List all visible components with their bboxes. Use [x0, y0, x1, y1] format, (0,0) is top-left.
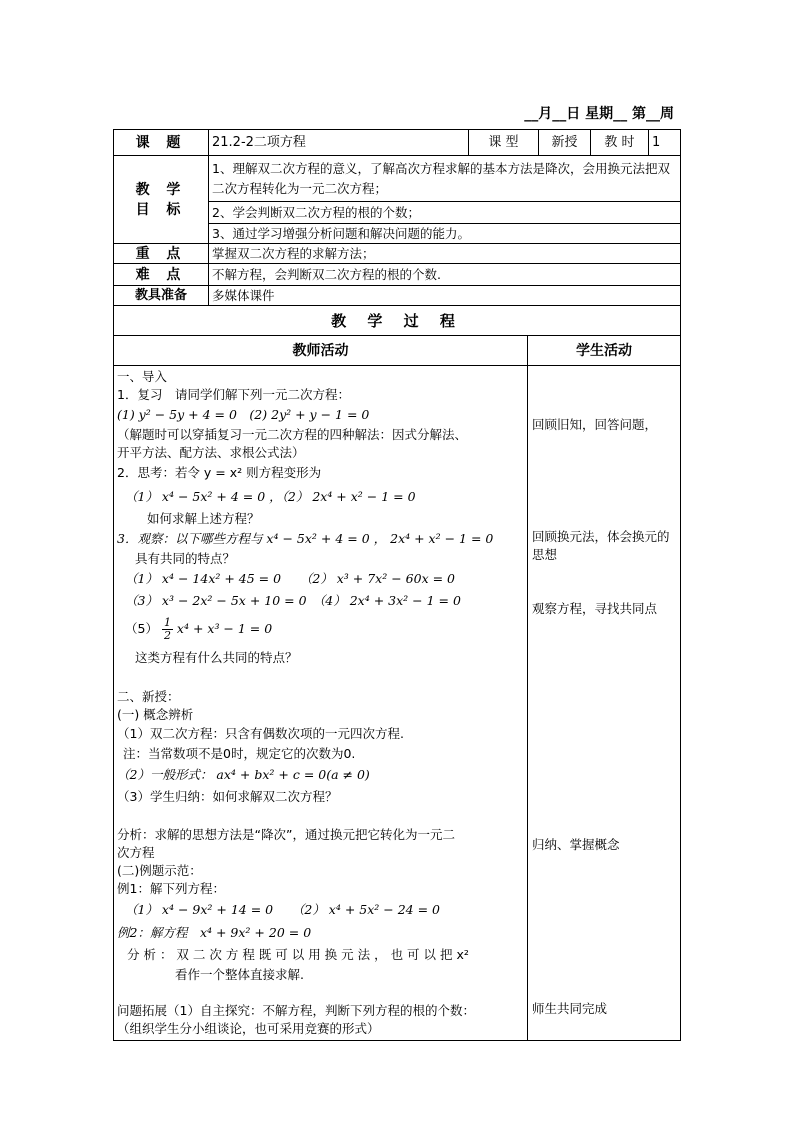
observe-eq-5-text: x⁴ + x³ − 1 = 0: [176, 621, 273, 636]
teacher-activity: [114, 366, 528, 1041]
goal-row-1: [114, 156, 681, 202]
analysis-line-1: 分析：求解的思想方法是“降次”，通过换元把它转化为一元二: [117, 827, 455, 842]
example-2: 例2：解方程 x⁴ + 9x² + 20 = 0: [117, 925, 312, 940]
date-line: [524, 103, 674, 123]
observe-eq-3-4: （3） x³ − 2x² − 5x + 10 = 0 （4） 2x⁴ + 3x² − 1 = 0: [125, 593, 461, 608]
student-note-4: 归纳、掌握概念: [532, 837, 620, 852]
review-line: 1．复习 请同学们解下列一元二次方程：: [117, 387, 350, 402]
tools-row: [114, 286, 681, 306]
date-line-text: __月__日 星期__ 第__周: [524, 106, 674, 122]
concept-definition: （1）双二次方程：只含有偶数次项的一元四次方程.: [117, 726, 404, 741]
observe-eq-5-label: （5）: [125, 621, 158, 636]
teacher-activity-head: 教师活动: [114, 336, 528, 366]
spacer: [117, 984, 524, 1002]
observe-question: 具有共同的特点？: [135, 551, 236, 566]
tools-label: 教具准备: [114, 286, 209, 306]
example-1-title: 例1：解下列方程：: [117, 881, 225, 896]
process-title-row: [114, 306, 681, 336]
hours-value: 1: [649, 130, 681, 156]
key-row: [114, 244, 681, 264]
example-heading: (二)例题示范：: [117, 863, 202, 878]
review-equations: (1) y² − 5y + 4 = 0 (2) 2y² + y − 1 = 0: [117, 407, 370, 422]
type-value: 新授: [539, 130, 591, 156]
difficulty: 不解方程，会判断双二次方程的根的个数.: [209, 264, 681, 286]
section-new: 二、新授：: [117, 689, 180, 704]
key-label: 重 点: [114, 244, 209, 264]
type-label: 课 型: [469, 130, 539, 156]
process-title: 教 学 过 程: [114, 306, 681, 336]
key-point: 掌握双二次方程的求解方法；: [209, 244, 681, 264]
goals-label-text: 教 学 目 标: [135, 181, 187, 218]
goal-3: 3、通过学习增强分析问题和解决问题的能力。: [209, 224, 681, 244]
review-note-2: 开平方法、配方法、求根公式法）: [117, 445, 305, 460]
section-intro: 一、导入: [117, 369, 168, 384]
review-note-1: （解题时可以穿插复习一元二次方程的四种解法：因式分解法、: [117, 427, 468, 442]
topic-label: 课 题: [114, 130, 209, 156]
observe-eq-5: [117, 612, 524, 646]
difficulty-row: [114, 264, 681, 286]
topic-value: 21.2-2二项方程: [209, 130, 469, 156]
goals-label: [114, 156, 209, 244]
extension-line: 问题拓展（1）自主探究：不解方程，判断下列方程的根的个数：: [117, 1003, 475, 1018]
example-2-analysis: 分 析 ： 双 二 次 方 程 既 可 以 用 换 元 法 ， 也 可 以 把 x²: [127, 947, 469, 962]
example-2-analysis-cont: 看作一个整体直接求解.: [175, 967, 304, 982]
think-equations: （1） x⁴ − 5x² + 4 = 0 ，（2） 2x⁴ + x² − 1 = 0: [125, 489, 416, 504]
fraction-denominator: 2: [163, 629, 171, 642]
student-note-2: 回顾换元法，体会换元的思想: [532, 529, 670, 562]
process-body-row: [114, 366, 681, 1041]
goal-2: 2、学会判断双二次方程的根的个数；: [209, 202, 681, 224]
tools: 多媒体课件: [209, 286, 681, 306]
analysis-line-2: 次方程: [117, 845, 155, 860]
student-activity-head: 学生活动: [528, 336, 681, 366]
observe-summary: 这类方程有什么共同的特点？: [135, 650, 298, 665]
fraction-half: [162, 617, 173, 642]
fraction-numerator: 1: [163, 616, 171, 629]
example-1-equations: （1） x⁴ − 9x² + 14 = 0 （2） x⁴ + 5x² − 24 = 0: [125, 902, 440, 917]
spacer: [117, 808, 524, 826]
topic-row: [114, 130, 681, 156]
student-activity: [528, 366, 681, 1041]
info-table: [113, 129, 681, 306]
goal-1: 1、理解双二次方程的意义，了解高次方程求解的基本方法是降次，会用换元法把双二次方程转化为一元二次方程；: [209, 156, 681, 202]
observe-line: 3．观察：以下哪些方程与 x⁴ − 5x² + 4 = 0 ， 2x⁴ + x² − 1 = 0: [117, 531, 494, 546]
observe-eq-1-2: （1） x⁴ − 14x² + 45 = 0 （2） x³ + 7x² − 60x = 0: [125, 571, 455, 586]
student-note-3: 观察方程，寻找共同点: [532, 601, 658, 616]
concept-heading: (一) 概念辨析: [117, 707, 194, 722]
process-table: [113, 305, 681, 1041]
hours-label: 教 时: [591, 130, 649, 156]
concept-note: 注：当常数项不是0时，规定它的次数为0.: [123, 746, 356, 761]
student-note-5: 师生共同完成: [532, 1001, 608, 1016]
think-question: 如何求解上述方程？: [147, 511, 260, 526]
spacer: [117, 670, 524, 688]
student-note-1: 回顾旧知，回答问题，: [532, 417, 658, 432]
difficulty-label: 难 点: [114, 264, 209, 286]
student-summary: （3）学生归纳：如何求解双二次方程？: [117, 789, 338, 804]
general-form: （2）一般形式： ax⁴ + bx² + c = 0(a ≠ 0): [117, 767, 370, 782]
lesson-plan: [113, 129, 680, 1041]
extension-note: （组织学生分小组谈论，也可采用竞赛的形式）: [117, 1021, 380, 1036]
think-line: 2．思考：若令 y = x² 则方程变形为: [117, 465, 322, 480]
process-head-row: [114, 336, 681, 366]
